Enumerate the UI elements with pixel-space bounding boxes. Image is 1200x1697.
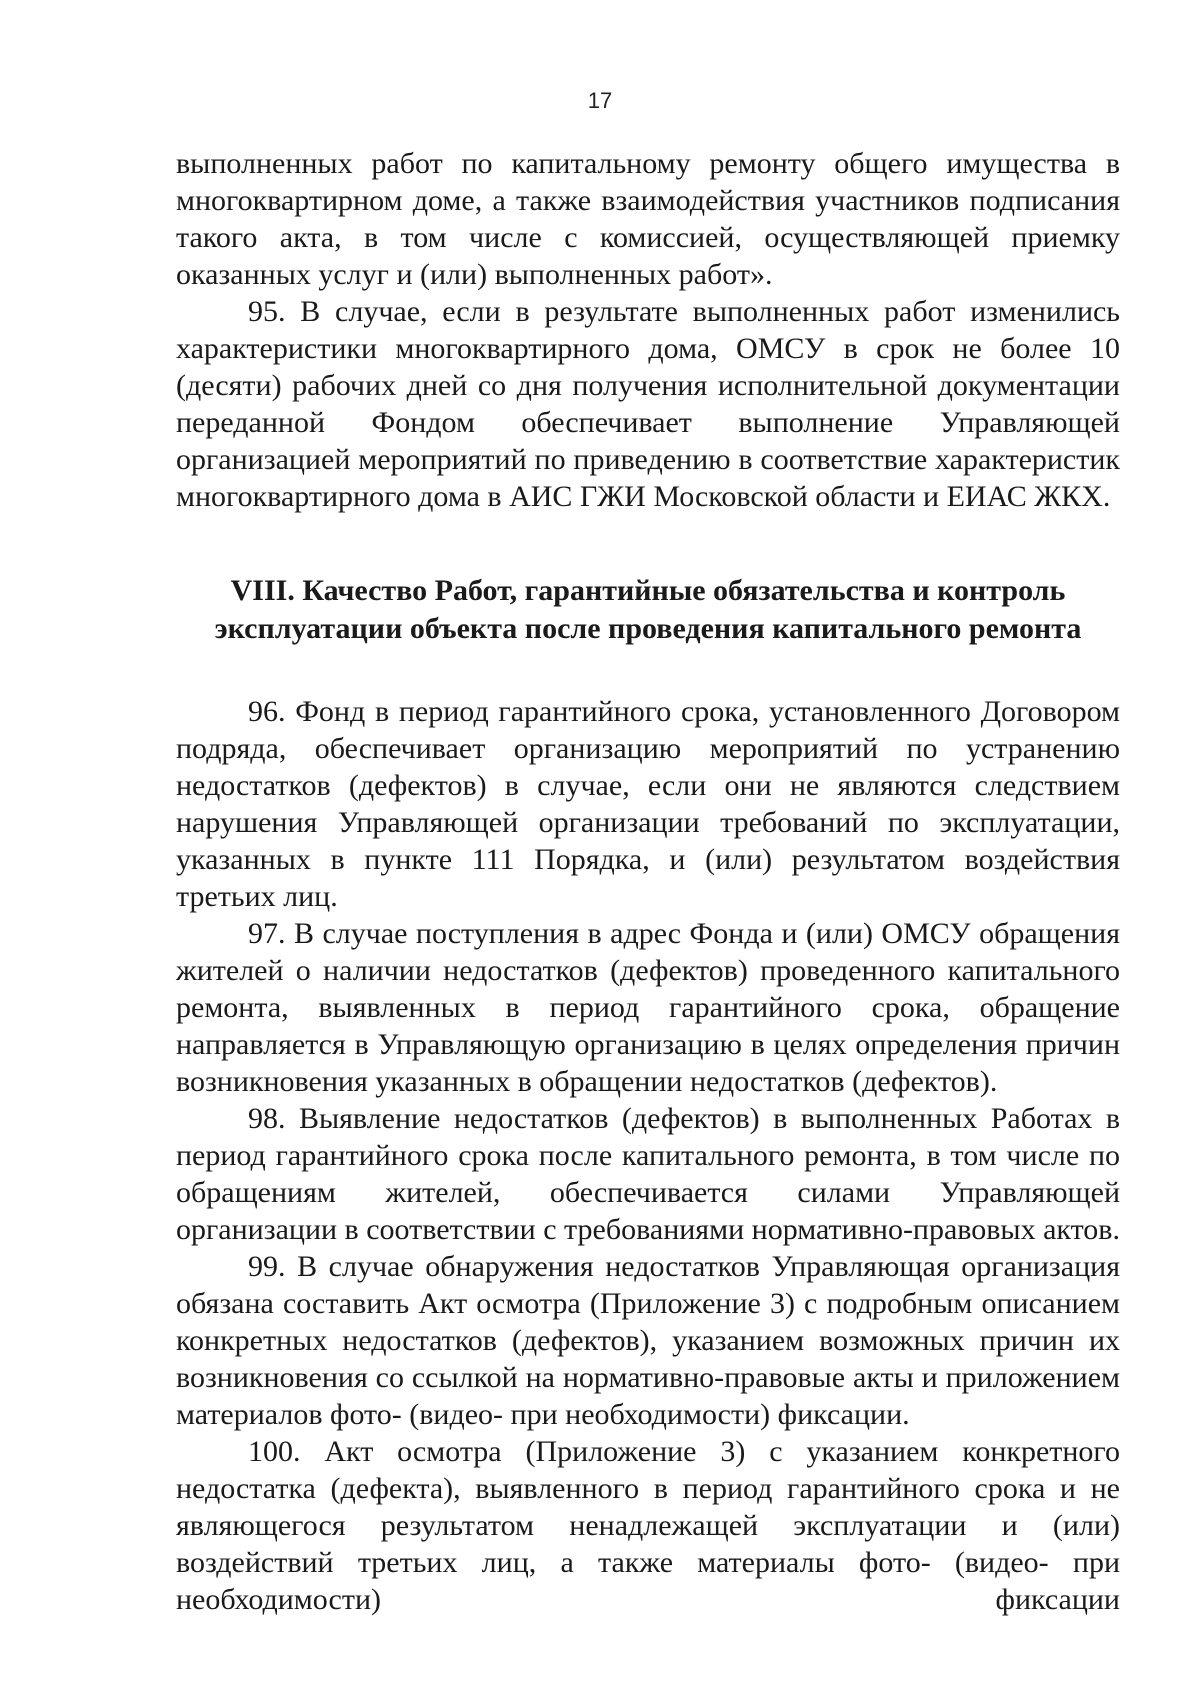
paragraph-100: 100. Акт осмотра (Приложение 3) с указанием конкретного недостатка (дефекта), выявленного в период гарантийного срока и не являющегося результатом ненадлежащей эксплуатации и (или) воздействий третьих лиц, а также материалы фото- (видео- при необходимости) фиксации: [176, 1435, 1120, 1616]
paragraph-94-continuation: выполненных работ по капитальному ремонту общего имущества в многоквартирном доме, а также взаимодействия участников подписания такого акта, в том числе с комиссией, осуществляющей приемку оказанных услуг и (или) выполненных работ».: [176, 147, 1120, 291]
document-body: [176, 145, 1120, 1618]
section-heading: [176, 572, 1120, 648]
section-heading-line-2: эксплуатации объекта после проведения капитального ремонта: [214, 612, 1082, 645]
paragraph-97: 97. В случае поступления в адрес Фонда и (или) ОМСУ обращения жителей о наличии недостатков (дефектов) проведенного капитального ремонта, выявленных в период гарантийного срока, обращение направляется в Управляющую организацию в целях определения причин возникновения указанных в обращении недостатков (дефектов).: [176, 917, 1120, 1098]
paragraph-99: 99. В случае обнаружения недостатков Управляющая организация обязана составить Акт осмотра (Приложение 3) с подробным описанием конкретных недостатков (дефектов), указанием возможных причин их возникновения со ссылкой на нормативно-правовые акты и приложением материалов фото- (видео- при необходимости) фиксации.: [176, 1250, 1120, 1431]
paragraph-95: 95. В случае, если в результате выполненных работ изменились характеристики многоквартирного дома, ОМСУ в срок не более 10 (десяти) рабочих дней со дня получения исполнительной документации переданной Фондом обеспечивает выполнение Управляющей организацией мероприятий по приведению в соответствие характеристик многоквартирного дома в АИС ГЖИ Московской области и ЕИАС ЖКХ.: [176, 295, 1120, 513]
paragraph-96: 96. Фонд в период гарантийного срока, установленного Договором подряда, обеспечивает организацию мероприятий по устранению недостатков (дефектов) в случае, если они не являются следствием нарушения Управляющей организации требований по эксплуатации, указанных в пункте 111 Порядка, и (или) результатом воздействия третьих лиц.: [176, 695, 1120, 913]
page-number: 17: [587, 88, 613, 113]
section-heading-line-1: VIII. Качество Работ, гарантийные обязательства и контроль: [230, 574, 1066, 607]
paragraph-98: 98. Выявление недостатков (дефектов) в выполненных Работах в период гарантийного срока после капитального ремонта, в том числе по обращениям жителей, обеспечивается силами Управляющей организации в соответствии с требованиями нормативно-правовых актов.: [176, 1102, 1120, 1246]
